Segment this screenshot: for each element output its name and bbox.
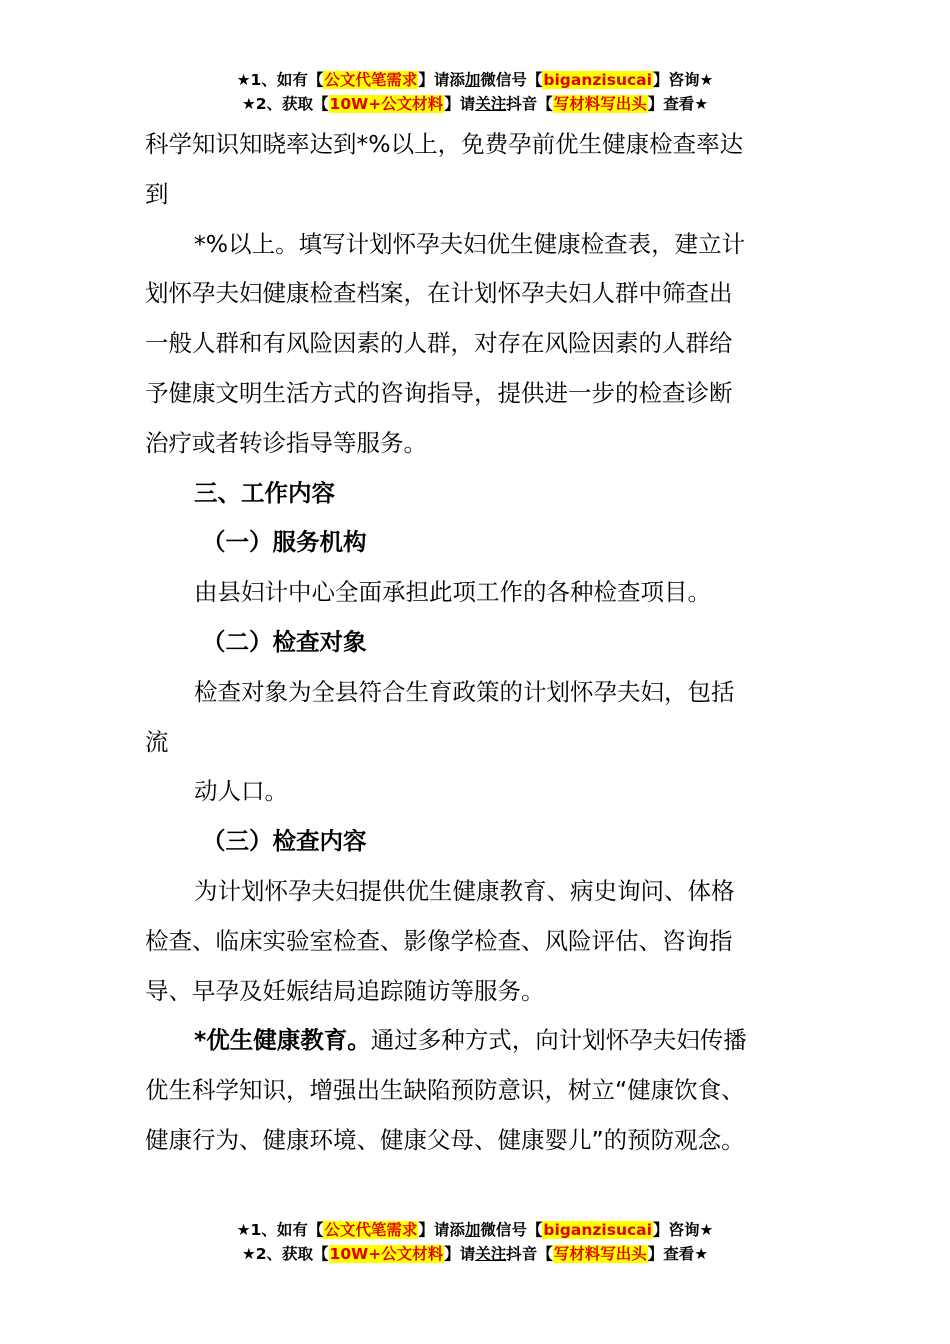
subsection-heading: （三）检查内容 [202, 827, 367, 856]
banner-line-1: ★1、如有【公文代笔需求】请添加微信号【biganzisucai】咨询★ [236, 1221, 714, 1239]
text-line: 科学知识知晓率达到*%以上，免费孕前优生健康检查率达 [145, 130, 744, 158]
banner-line-2: ★2、获取【10W+公文材料】请关注抖音【写材料写出头】查看★ [241, 95, 709, 113]
highlight-writing-service: 公文代笔需求 [324, 1221, 418, 1239]
text-line: 健康行为、健康环境、健康父母、健康婴儿”的预防观念。 [145, 1125, 745, 1154]
text-line: *%以上。填写计划怀孕夫妇优生健康检查表，建立计 [194, 229, 746, 258]
highlight-douyin-account: 写材料写出头 [553, 95, 647, 113]
banner-line-2: ★2、获取【10W+公文材料】请关注抖音【写材料写出头】查看★ [241, 1245, 709, 1263]
text-line: 为计划怀孕夫妇提供优生健康教育、病史询问、体格 [194, 876, 735, 905]
text-line: 一般人群和有风险因素的人群，对存在风险因素的人群给 [145, 329, 733, 358]
subsection-heading: （二）检查对象 [202, 627, 367, 656]
text-line: 动人口。 [194, 777, 288, 806]
text-line: 治疗或者转诊指导等服务。 [145, 428, 427, 457]
text-line: 予健康文明生活方式的咨询指导，提供进一步的检查诊断 [145, 378, 733, 407]
text-line: 流 [145, 727, 169, 756]
text-line: 到 [145, 179, 169, 208]
text-line: *优生健康教育。通过多种方式，向计划怀孕夫妇传播 [194, 1026, 747, 1055]
text-line: 检查、临床实验室检查、影像学检查、风险评估、咨询指 [145, 926, 733, 955]
highlight-wechat-id: biganzisucai [543, 71, 652, 89]
document-body [145, 120, 805, 1166]
bottom-banner [0, 1218, 950, 1266]
text-line: 导、早孕及妊娠结局追踪随访等服务。 [145, 976, 545, 1005]
text-line: 检查对象为全县符合生育政策的计划怀孕夫妇，包括 [194, 677, 735, 706]
text-line: 优生科学知识，增强出生缺陷预防意识，树立“健康饮食、 [145, 1076, 745, 1105]
highlight-writing-service: 公文代笔需求 [324, 71, 418, 89]
subsection-heading: （一）服务机构 [202, 528, 367, 557]
highlight-materials: 10W+公文材料 [329, 1245, 444, 1263]
highlight-wechat-id: biganzisucai [543, 1221, 652, 1239]
top-banner [0, 68, 950, 116]
bold-lead: *优生健康教育。 [194, 1026, 371, 1055]
highlight-materials: 10W+公文材料 [329, 95, 444, 113]
banner-line-1: ★1、如有【公文代笔需求】请添加微信号【biganzisucai】咨询★ [236, 71, 714, 89]
text-line: 由县妇计中心全面承担此项工作的各种检查项目。 [194, 578, 711, 607]
text-line: 划怀孕夫妇健康检查档案，在计划怀孕夫妇人群中筛查出 [145, 279, 733, 308]
section-heading: 三、工作内容 [194, 478, 335, 507]
highlight-douyin-account: 写材料写出头 [553, 1245, 647, 1263]
